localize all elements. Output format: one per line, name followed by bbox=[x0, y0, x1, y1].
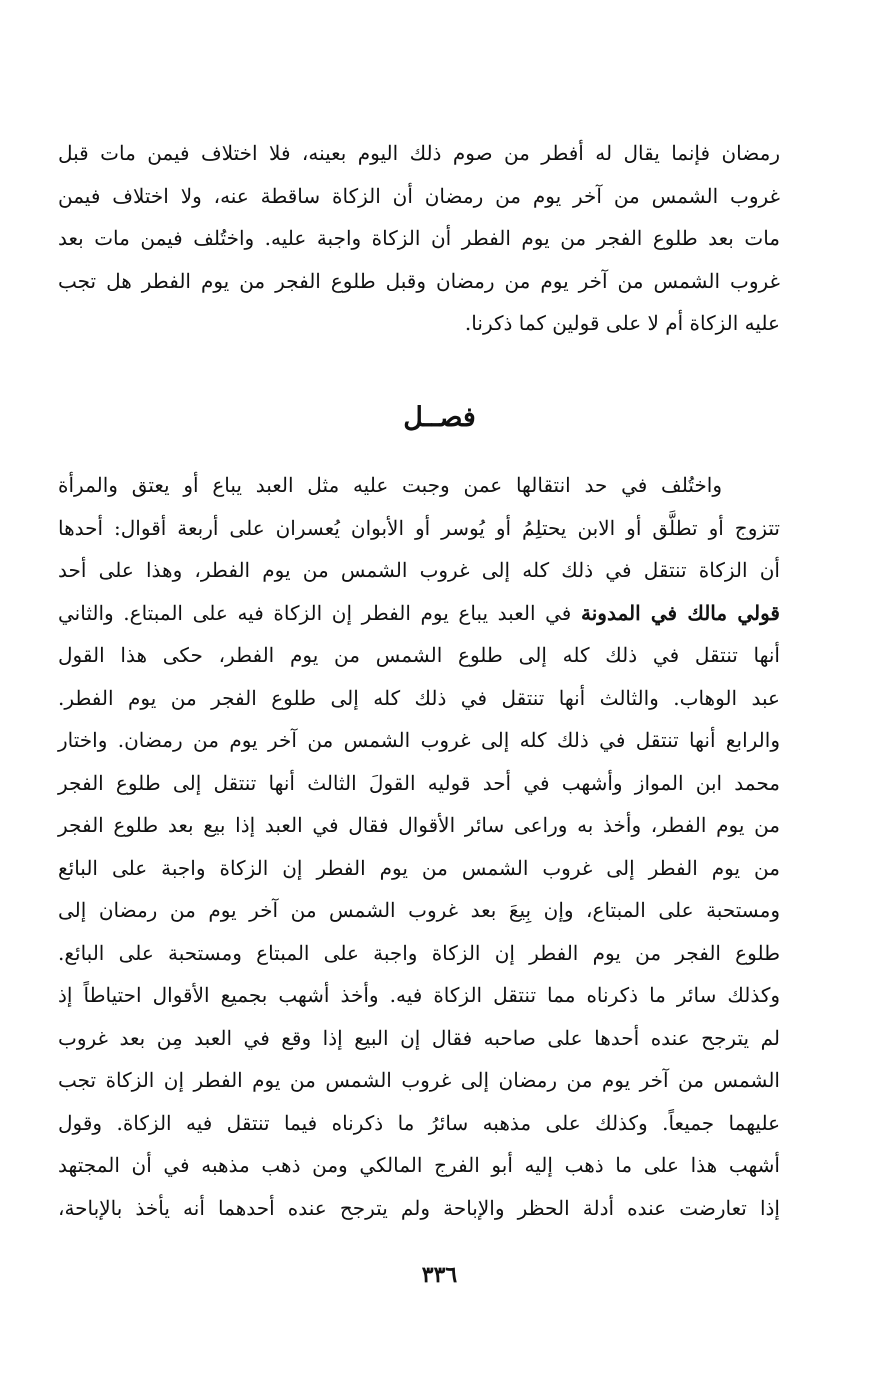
text-line: لم يترجح عنده أحدها على صاحبه فقال إن البيع إذا وقع في العبد مِن بعد غروب bbox=[58, 1025, 780, 1050]
text-line: محمد ابن المواز وأشهب في أحد قوليه القولَ الثالث أنها تنتقل إلى طلوع الفجر bbox=[58, 770, 780, 795]
text-line: ومستحبة على المبتاع، وإن بِيعَ بعد غروب الشمس من آخر يوم من رمضان إلى bbox=[58, 898, 780, 922]
text-line-with-bold bbox=[58, 592, 780, 635]
text-line: وكذلك سائر ما ذكرناه مما تنتقل الزكاة فيه. وأخذ أشهب بجميع الأقوال احتياطاً إذ bbox=[58, 983, 780, 1007]
text-line: غروب الشمس من آخر يوم من رمضان أن الزكاة ساقطة عنه، ولا اختلاف فيمن bbox=[58, 183, 780, 208]
text-line: مات بعد طلوع الفجر من يوم الفطر أن الزكاة واجبة عليه. واختُلف فيمن مات بعد bbox=[58, 226, 780, 250]
section-heading: فصــل bbox=[403, 402, 476, 433]
text-line: من يوم الفطر إلى غروب الشمس من يوم الفطر إن الزكاة واجبة على البائع bbox=[58, 855, 780, 880]
bold-phrase: قولي مالك في المدونة bbox=[581, 600, 780, 625]
paragraph-1 bbox=[58, 132, 780, 345]
text-line: أن الزكاة تنتقل في ذلك كله إلى غروب الشمس من يوم الفطر، وهذا على أحد bbox=[58, 558, 780, 582]
page-number: ٣٣٦ bbox=[421, 1262, 458, 1288]
text-line: عليهما جميعاً. وكذلك على مذهبه سائرُ ما ذكرناه فيما تنتقل فيه الزكاة. وقول bbox=[58, 1110, 780, 1135]
text-line: أنها تنتقل في ذلك كله إلى طلوع الشمس من يوم الفطر، حكى هذا القول bbox=[58, 643, 780, 667]
text-line: إذا تعارضت عنده أدلة الحظر والإباحة ولم يترجح عنده أحدهما أنه يأخذ بالإباحة، bbox=[58, 1195, 780, 1220]
text-line: الشمس من آخر يوم من رمضان إلى غروب الشمس من يوم الفطر إن الزكاة تجب bbox=[58, 1068, 780, 1092]
text-line: طلوع الفجر من يوم الفطر إن الزكاة واجبة على المبتاع ومستحبة على البائع. bbox=[58, 940, 780, 965]
text-line: والرابع أنها تنتقل في ذلك كله إلى غروب الشمس من آخر يوم من رمضان. واختار bbox=[58, 728, 780, 752]
text-line: أشهب هذا على ما ذهب إليه أبو الفرج المالكي ومن ذهب مذهبه في أن المجتهد bbox=[58, 1153, 780, 1177]
text-line: رمضان فإنما يقال له أفطر من صوم ذلك اليوم بعينه، فلا اختلاف فيمن مات قبل bbox=[58, 141, 780, 165]
paragraph-2 bbox=[58, 464, 780, 1229]
text-line: من يوم الفطر، وأخذ به وراعى سائر الأقوال فقال في العبد إذا بيع بعد طلوع الفجر bbox=[58, 813, 781, 837]
text-line: تتزوج أو تطلَّق أو الابن يحتلِمُ أو يُوسر أو الأبوان يُعسران على أربعة أقوال: أحدها bbox=[58, 515, 780, 540]
text-line: غروب الشمس من آخر يوم من رمضان وقبل طلوع الفجر من يوم الفطر هل تجب bbox=[58, 268, 780, 293]
text-line: واختُلف في حد انتقالها عمن وجبت عليه مثل العبد يباع أو يعتق والمرأة bbox=[58, 473, 722, 497]
text-line: عليه الزكاة أم لا على قولين كما ذكرنا. bbox=[464, 311, 780, 335]
text-line: عبد الوهاب. والثالث أنها تنتقل في ذلك كله إلى طلوع الفجر من يوم الفطر. bbox=[58, 685, 780, 710]
text-fragment: في العبد يباع يوم الفطر إن الزكاة فيه على المبتاع. والثاني bbox=[58, 600, 572, 625]
